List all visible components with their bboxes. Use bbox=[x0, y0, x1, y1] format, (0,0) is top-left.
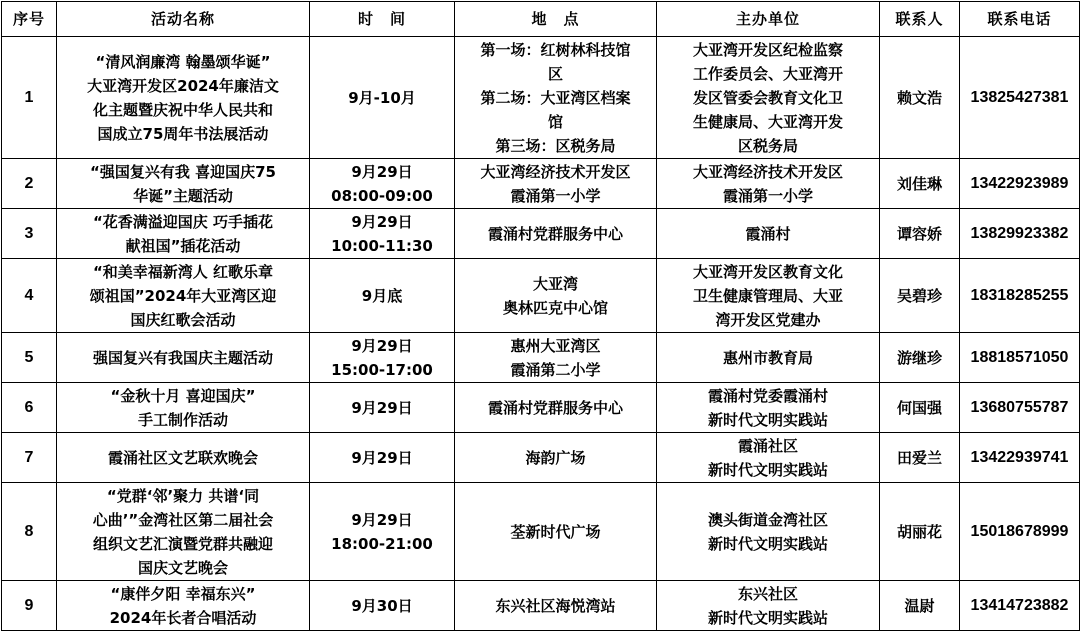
activity-place: 东兴社区海悦湾站 bbox=[455, 581, 657, 631]
contact-person: 吴碧珍 bbox=[880, 259, 960, 333]
activity-place: 大亚湾 奥林匹克中心馆 bbox=[455, 259, 657, 333]
contact-phone: 13422923989 bbox=[960, 159, 1080, 209]
activity-place: 惠州大亚湾区 霞涌第二小学 bbox=[455, 333, 657, 383]
row-number: 9 bbox=[2, 581, 57, 631]
contact-person: 游继珍 bbox=[880, 333, 960, 383]
activity-place: 海韵广场 bbox=[455, 433, 657, 483]
activity-time: 9月29日 bbox=[310, 433, 455, 483]
activity-name: “党群‘邻’聚力 共谱‘同 心曲’”金湾社区第二届社会 组织文艺汇演暨党群共融迎 国庆文艺晚会 bbox=[57, 483, 310, 581]
activity-time: 9月29日 08:00-09:00 bbox=[310, 159, 455, 209]
activity-name: “康伴夕阳 幸福东兴” 2024年长者合唱活动 bbox=[57, 581, 310, 631]
activity-place: 荃新时代广场 bbox=[455, 483, 657, 581]
row-number: 2 bbox=[2, 159, 57, 209]
table-row bbox=[2, 581, 1080, 631]
activity-place: 霞涌村党群服务中心 bbox=[455, 209, 657, 259]
col-header-no: 序号 bbox=[2, 2, 57, 37]
activity-name: “清风润廉湾 翰墨颂华诞” 大亚湾开发区2024年廉洁文 化主题暨庆祝中华人民共和 国成立75周年书法展活动 bbox=[57, 37, 310, 159]
contact-phone: 13414723882 bbox=[960, 581, 1080, 631]
contact-person: 温尉 bbox=[880, 581, 960, 631]
contact-person: 谭容娇 bbox=[880, 209, 960, 259]
activity-time: 9月底 bbox=[310, 259, 455, 333]
activity-organizer: 大亚湾开发区纪检监察 工作委员会、大亚湾开 发区管委会教育文化卫 生健康局、大亚湾开发 区税务局 bbox=[657, 37, 880, 159]
table-row bbox=[2, 159, 1080, 209]
contact-person: 胡丽花 bbox=[880, 483, 960, 581]
row-number: 4 bbox=[2, 259, 57, 333]
col-header-contact: 联系人 bbox=[880, 2, 960, 37]
activity-place: 大亚湾经济技术开发区 霞涌第一小学 bbox=[455, 159, 657, 209]
table-row bbox=[2, 333, 1080, 383]
activity-time: 9月29日 10:00-11:30 bbox=[310, 209, 455, 259]
activity-time: 9月30日 bbox=[310, 581, 455, 631]
activity-organizer: 大亚湾经济技术开发区 霞涌第一小学 bbox=[657, 159, 880, 209]
table-row bbox=[2, 37, 1080, 159]
activity-time: 9月29日 15:00-17:00 bbox=[310, 333, 455, 383]
activity-time: 9月29日 18:00-21:00 bbox=[310, 483, 455, 581]
table-row bbox=[2, 433, 1080, 483]
contact-person: 田爱兰 bbox=[880, 433, 960, 483]
activity-table bbox=[1, 1, 1080, 631]
col-header-name: 活动名称 bbox=[57, 2, 310, 37]
activity-time: 9月29日 bbox=[310, 383, 455, 433]
activity-organizer: 大亚湾开发区教育文化 卫生健康管理局、大亚 湾开发区党建办 bbox=[657, 259, 880, 333]
table-row bbox=[2, 209, 1080, 259]
table-row bbox=[2, 483, 1080, 581]
activity-place: 第一场：红树林科技馆 区 第二场：大亚湾区档案 馆 第三场：区税务局 bbox=[455, 37, 657, 159]
table-row bbox=[2, 259, 1080, 333]
activity-name: “花香满溢迎国庆 巧手插花 献祖国”插花活动 bbox=[57, 209, 310, 259]
col-header-time: 时 间 bbox=[310, 2, 455, 37]
activity-name: “强国复兴有我 喜迎国庆75 华诞”主题活动 bbox=[57, 159, 310, 209]
activity-organizer: 惠州市教育局 bbox=[657, 333, 880, 383]
activity-name: 强国复兴有我国庆主题活动 bbox=[57, 333, 310, 383]
activity-place: 霞涌村党群服务中心 bbox=[455, 383, 657, 433]
contact-phone: 13422939741 bbox=[960, 433, 1080, 483]
contact-person: 赖文浩 bbox=[880, 37, 960, 159]
table-row bbox=[2, 383, 1080, 433]
activity-name: 霞涌社区文艺联欢晚会 bbox=[57, 433, 310, 483]
contact-phone: 15018678999 bbox=[960, 483, 1080, 581]
contact-person: 何国强 bbox=[880, 383, 960, 433]
contact-phone: 13825427381 bbox=[960, 37, 1080, 159]
table-header-row bbox=[2, 2, 1080, 37]
contact-phone: 13680755787 bbox=[960, 383, 1080, 433]
col-header-organizer: 主办单位 bbox=[657, 2, 880, 37]
contact-phone: 18818571050 bbox=[960, 333, 1080, 383]
activity-time: 9月-10月 bbox=[310, 37, 455, 159]
contact-phone: 18318285255 bbox=[960, 259, 1080, 333]
row-number: 6 bbox=[2, 383, 57, 433]
activity-organizer: 霞涌社区 新时代文明实践站 bbox=[657, 433, 880, 483]
row-number: 8 bbox=[2, 483, 57, 581]
col-header-phone: 联系电话 bbox=[960, 2, 1080, 37]
activity-organizer: 霞涌村党委霞涌村 新时代文明实践站 bbox=[657, 383, 880, 433]
row-number: 5 bbox=[2, 333, 57, 383]
row-number: 7 bbox=[2, 433, 57, 483]
col-header-place: 地 点 bbox=[455, 2, 657, 37]
row-number: 3 bbox=[2, 209, 57, 259]
activity-name: “和美幸福新湾人 红歌乐章 颂祖国”2024年大亚湾区迎 国庆红歌会活动 bbox=[57, 259, 310, 333]
row-number: 1 bbox=[2, 37, 57, 159]
contact-person: 刘佳琳 bbox=[880, 159, 960, 209]
contact-phone: 13829923382 bbox=[960, 209, 1080, 259]
activity-organizer: 东兴社区 新时代文明实践站 bbox=[657, 581, 880, 631]
activity-organizer: 霞涌村 bbox=[657, 209, 880, 259]
activity-name: “金秋十月 喜迎国庆” 手工制作活动 bbox=[57, 383, 310, 433]
activity-organizer: 澳头街道金湾社区 新时代文明实践站 bbox=[657, 483, 880, 581]
